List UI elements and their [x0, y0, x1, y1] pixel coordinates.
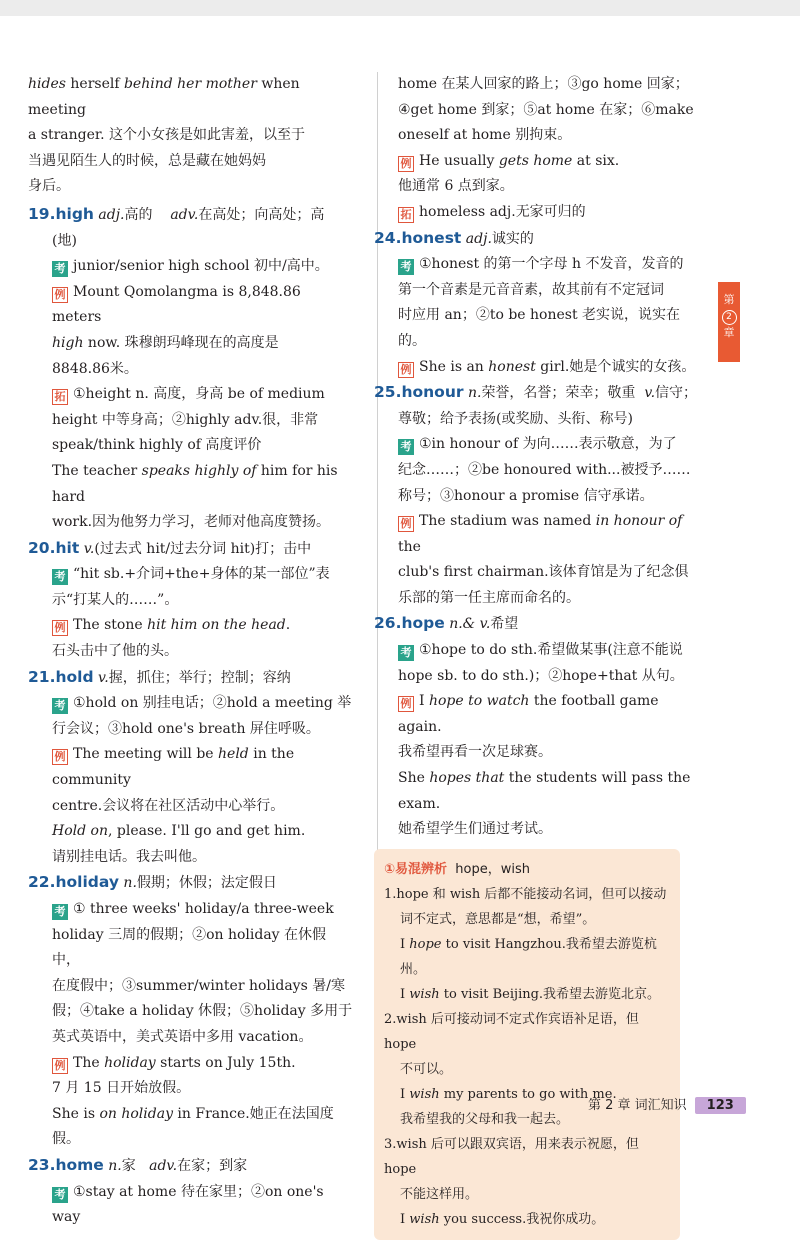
note-example: I wish my parents to go with me.	[400, 1086, 617, 1102]
hope-example: exam.	[398, 795, 441, 812]
example-tag-icon: 例	[398, 362, 414, 378]
high-extension: speak/think highly of 高度评价	[52, 437, 262, 454]
holiday-example: 7 月 15 日开始放假。	[52, 1080, 191, 1097]
honour-example: 例 The stadium was named in honour of the	[398, 513, 683, 555]
chapter-side-tab	[718, 282, 740, 362]
left-column	[28, 72, 354, 1231]
hope-example: 例 I hope to watch the football game again.	[398, 693, 659, 735]
usage-tag-icon: 考	[398, 439, 414, 455]
note-point: 2.wish 后可接动词不定式作宾语补足语，但 hope	[384, 1011, 639, 1052]
example-tag-icon: 例	[52, 287, 68, 303]
high-extension: 拓 ①height n. 高度，身高 be of medium	[28, 382, 354, 408]
extension-tag-icon: 拓	[52, 389, 68, 405]
side-tab-text: 章	[723, 326, 735, 339]
holiday-usage: 假；④take a holiday 休假；⑤holiday 多用于	[52, 1003, 353, 1020]
example-tag-icon: 例	[52, 749, 68, 765]
intro-line: hides herself behind her mother when meeting	[28, 76, 300, 118]
holiday-usage: 在度假中；③summer/winter holidays 暑/寒	[52, 977, 345, 994]
page-footer	[588, 1094, 746, 1114]
example-tag-icon: 例	[398, 156, 414, 172]
usage-tag-icon: 考	[52, 569, 68, 585]
holiday-usage: 英式英语中，美式英语中多用 vacation。	[52, 1028, 313, 1045]
holiday-usage: 考 ① three weeks' holiday/a three-week	[28, 897, 354, 923]
usage-tag-icon: 考	[398, 645, 414, 661]
usage-tag-icon: 考	[52, 904, 68, 920]
high-extension-example: The teacher speaks highly of him for his hard	[52, 462, 338, 505]
home-usage: ④get home 到家；⑤at home 在家；⑥make	[398, 101, 694, 118]
hold-example: centre.会议将在社区活动中心举行。	[52, 797, 285, 814]
honest-example: 例 She is an honest girl.她是个诚实的女孩。	[398, 355, 704, 381]
note-point: 不能这样用。	[400, 1186, 479, 1202]
entry-home-head: 23.home n.家 adv.在家；到家	[28, 1155, 248, 1174]
honest-usage: 第一个音素是元音音素，故其前有不定冠词	[398, 281, 664, 298]
intro-line: 当遇见陌生人的时候，总是藏在她妈妈	[28, 152, 266, 169]
intro-line: a stranger. 这个小女孩是如此害羞，以至于	[28, 127, 305, 144]
footer-chapter: 第 2 章 词汇知识	[588, 1098, 687, 1113]
high-usage: 考 junior/senior high school 初中/高中。	[28, 254, 354, 280]
high-example: high now. 珠穆朗玛峰现在的高度是	[52, 334, 279, 351]
page-number: 123	[695, 1097, 746, 1114]
high-example: 8848.86米。	[52, 360, 138, 377]
home-usage: home 在某人回家的路上；③go home 回家；	[398, 76, 689, 92]
hold-example: 请别挂电话。我去叫他。	[52, 848, 206, 865]
note-example: I wish to visit Beijing.我希望去游览北京。	[400, 986, 661, 1002]
hit-usage: 考 “hit sb.+介词+the+身体的某一部位”表	[28, 562, 354, 588]
holiday-example: She is on holiday in France.她正在法国度假。	[52, 1105, 334, 1148]
hit-example: 石头击中了他的头。	[52, 643, 178, 660]
example-tag-icon: 例	[398, 516, 414, 532]
home-example: 例 He usually gets home at six.	[398, 149, 704, 175]
hope-example: She hopes that the students will pass the	[398, 770, 691, 787]
honour-usage: 纪念……；②be honoured with...被授予……	[398, 461, 691, 478]
note-point: 词不定式，意思都是“想，希望”。	[400, 911, 596, 927]
hope-example: 我希望再看一次足球赛。	[398, 744, 552, 761]
example-tag-icon: 例	[52, 620, 68, 636]
note-point: 3.wish 后可以跟双宾语，用来表示祝愿，但 hope	[384, 1136, 639, 1177]
note-point: 不可以。	[400, 1061, 453, 1077]
honour-usage: 考 ①in honour of 为向……表示敬意，为了	[398, 432, 704, 458]
extension-tag-icon: 拓	[398, 207, 414, 223]
honest-usage: 考 ①honest 的第一个字母 h 不发音，发音的	[398, 252, 704, 278]
honour-example: club's first chairman.该体育馆是为了纪念俱	[398, 564, 689, 581]
note-example: I hope to visit Hangzhou.我希望去游览杭州。	[400, 936, 657, 977]
entry-honour-head: 25.honour n.荣誉，名誉；荣幸；敬重 v.信守；	[374, 383, 698, 402]
honest-usage: 时应用 an；②to be honest 老实说，说实在的。	[398, 307, 681, 349]
top-edge	[0, 0, 800, 16]
entry-hit-head: 20.hit v.(过去式 hit/过去分词 hit)打；击中	[28, 538, 312, 557]
honour-usage: 称号；③honour a promise 信守承诺。	[398, 487, 654, 504]
high-example: 例 Mount Qomolangma is 8,848.86 meters	[52, 283, 301, 326]
holiday-usage: holiday 三周的假期；②on holiday 在休假中，	[52, 926, 327, 969]
hold-example: Hold on, please. I'll go and get him.	[52, 823, 306, 840]
hit-usage: 示“打某人的……”。	[52, 591, 179, 608]
home-usage: 考 ①stay at home 待在家里；②on one's way	[52, 1183, 324, 1226]
entry-high-def: (地)	[52, 232, 77, 249]
entry-hold-head: 21.hold v.握，抓住；举行；控制；容纳	[28, 667, 291, 686]
usage-tag-icon: 考	[52, 261, 68, 277]
note-example: I wish you success.我祝你成功。	[400, 1211, 605, 1227]
hold-usage: 行会议；③hold one's breath 屏住呼吸。	[52, 720, 320, 737]
right-column	[374, 72, 704, 1240]
entry-honour-def: 尊敬；给予表扬(或奖励、头衔、称号)	[398, 410, 633, 427]
usage-tag-icon: 考	[398, 259, 414, 275]
entry-honest-head: 24.honest adj.诚实的	[374, 228, 534, 247]
hope-usage: 考 ①hope to do sth.希望做某事(注意不能说	[398, 638, 704, 664]
side-tab-text: 第	[723, 293, 735, 306]
usage-tag-icon: 考	[52, 698, 68, 714]
home-usage: oneself at home 别拘束。	[398, 127, 572, 144]
home-extension: 拓 homeless adj.无家可归的	[398, 200, 704, 226]
high-extension-example: work.因为他努力学习，老师对他高度赞扬。	[52, 514, 331, 531]
hold-example: 例 The meeting will be held in the community	[52, 746, 295, 789]
entry-high-head: 19.high adj.高的 adv.在高处；向高处；高	[28, 204, 325, 223]
entry-holiday-head: 22.holiday n.假期；休假；法定假日	[28, 873, 277, 892]
example-tag-icon: 例	[398, 696, 414, 712]
confusion-note-box	[374, 849, 680, 1240]
example-tag-icon: 例	[52, 1058, 68, 1074]
confusion-note-title: ①易混辨析 hope，wish	[384, 861, 530, 877]
note-point: 1.hope 和 wish 后都不能接动名词，但可以接动	[384, 886, 667, 902]
usage-tag-icon: 考	[52, 1187, 68, 1203]
high-extension: height 中等身高；②highly adv.很，非常	[52, 411, 319, 428]
intro-line: 身后。	[28, 178, 70, 195]
side-tab-number: 2	[718, 308, 740, 325]
home-example: 他通常 6 点到家。	[398, 178, 514, 195]
hit-example: 例 The stone hit him on the head.	[28, 613, 354, 639]
hope-usage: hope sb. to do sth.)；②hope+that 从句。	[398, 667, 684, 684]
hope-example: 她希望学生们通过考试。	[398, 821, 552, 838]
hold-usage: 考 ①hold on 别挂电话；②hold a meeting 举	[28, 691, 354, 717]
honour-example: 乐部的第一任主席而命名的。	[398, 589, 580, 606]
note-example: 我希望我的父母和我一起去。	[400, 1111, 570, 1127]
entry-hope-head: 26.hope n.& v.希望	[374, 614, 519, 633]
holiday-example: 例 The holiday starts on July 15th.	[28, 1051, 354, 1077]
